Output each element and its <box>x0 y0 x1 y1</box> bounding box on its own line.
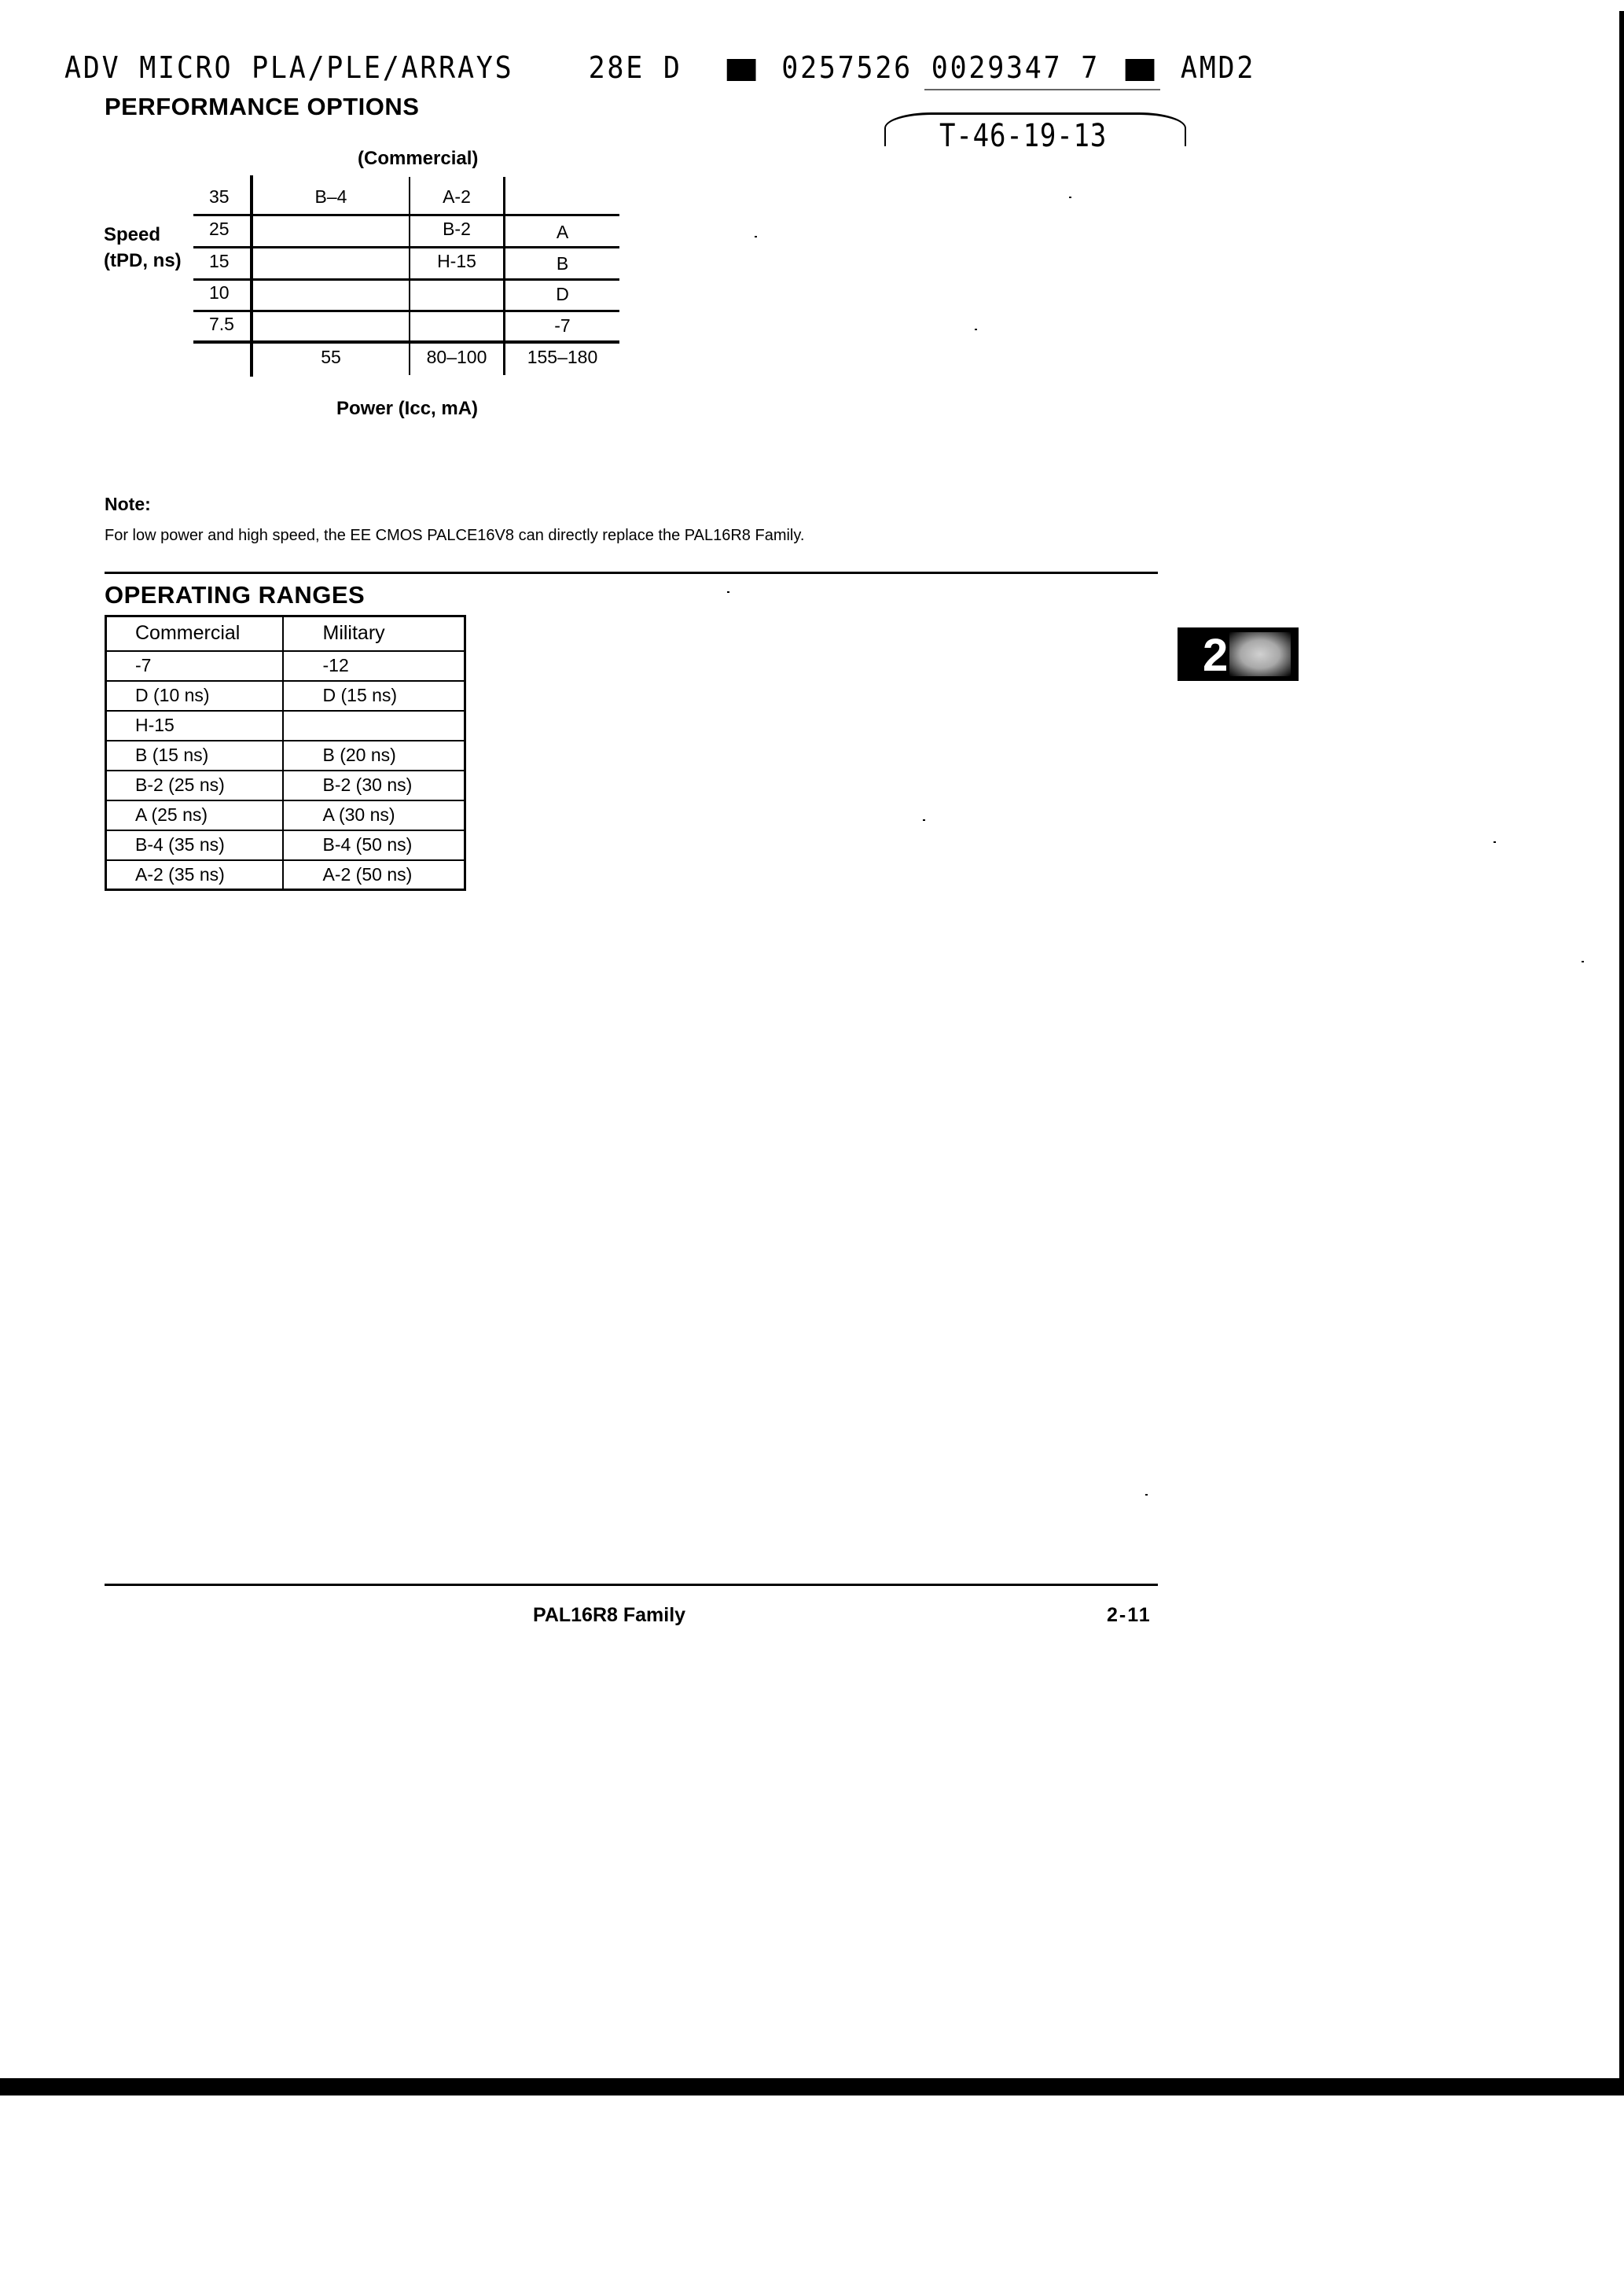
note-label: Note: <box>105 494 151 514</box>
section-tab <box>1178 627 1299 681</box>
grid-row-line <box>193 278 619 281</box>
table-cell: B (15 ns) <box>106 741 283 771</box>
operating-ranges-table <box>105 615 466 891</box>
page-number: 2-11 <box>1107 1604 1152 1626</box>
grid-cell: B-2 <box>443 219 471 239</box>
table-cell <box>283 711 465 741</box>
speed-axis-label-line2: (tPD, ns) <box>104 250 182 271</box>
scan-speck <box>755 236 757 237</box>
grid-divider <box>503 177 505 375</box>
table-cell: B-4 (35 ns) <box>106 830 283 860</box>
grid-cell: B <box>556 253 569 274</box>
operating-ranges-title: OPERATING RANGES <box>105 581 366 609</box>
table-row <box>106 651 465 681</box>
scan-bottom-band <box>0 2078 1624 2095</box>
footer-title: PAL16R8 Family <box>533 1604 686 1626</box>
column-header-commercial: Commercial <box>106 616 283 651</box>
table-cell: -12 <box>283 651 465 681</box>
commercial-subtitle: (Commercial) <box>358 148 479 169</box>
table-cell: -7 <box>106 651 283 681</box>
black-marker-icon <box>726 59 755 81</box>
scan-header-numbers: 0257526 0029347 7 <box>781 50 1100 85</box>
performance-grid <box>193 175 623 377</box>
table-cell: B (20 ns) <box>283 741 465 771</box>
scan-speck <box>1494 841 1496 843</box>
table-row <box>106 800 465 830</box>
table-cell: D (10 ns) <box>106 681 283 711</box>
scan-header <box>64 50 1255 85</box>
scan-right-edge <box>1619 11 1624 2084</box>
grid-cell: B–4 <box>314 186 347 207</box>
table-cell: A-2 (35 ns) <box>106 860 283 890</box>
header-underline <box>924 89 1160 90</box>
speed-tick: 35 <box>209 186 230 207</box>
grid-cell: D <box>556 284 569 304</box>
speed-tick: 15 <box>209 251 230 271</box>
column-header-military: Military <box>283 616 465 651</box>
section-divider <box>105 572 1158 574</box>
grid-cell: -7 <box>554 315 571 336</box>
footer-rule <box>105 1584 1158 1586</box>
grid-cell: H-15 <box>437 251 476 271</box>
scan-header-left: ADV MICRO PLA/PLE/ARRAYS <box>64 50 514 85</box>
grid-row-line <box>193 340 619 344</box>
speed-tick: 7.5 <box>209 314 234 334</box>
table-row <box>106 830 465 860</box>
black-marker-icon <box>1126 59 1155 81</box>
table-row <box>106 711 465 741</box>
table-row <box>106 681 465 711</box>
table-cell: D (15 ns) <box>283 681 465 711</box>
table-cell: A (30 ns) <box>283 800 465 830</box>
scan-speck <box>727 591 729 593</box>
table-cell: H-15 <box>106 711 283 741</box>
power-tick: 55 <box>321 347 341 367</box>
scan-noise <box>1229 632 1291 676</box>
table-cell: A (25 ns) <box>106 800 283 830</box>
speed-axis-label <box>104 222 182 274</box>
scan-speck <box>923 819 925 821</box>
section-tab-number: 2 <box>1203 630 1229 681</box>
scan-speck <box>975 329 977 330</box>
table-cell: B-4 (50 ns) <box>283 830 465 860</box>
performance-options-title: PERFORMANCE OPTIONS <box>105 93 420 120</box>
grid-row-line <box>193 246 619 248</box>
table-cell: A-2 (50 ns) <box>283 860 465 890</box>
power-axis-label: Power (Icc, mA) <box>336 398 479 419</box>
document-stamp: T-46-19-13 <box>939 118 1108 154</box>
table-row <box>106 860 465 890</box>
grid-row-line <box>193 214 619 216</box>
grid-cell: A <box>556 222 569 242</box>
table-header-row <box>106 616 465 651</box>
grid-cell: A-2 <box>443 186 471 207</box>
table-row <box>106 741 465 771</box>
scan-header-right: AMD2 <box>1180 50 1256 85</box>
speed-tick: 10 <box>209 282 230 303</box>
power-tick: 155–180 <box>527 347 598 367</box>
scan-speck <box>1582 961 1584 962</box>
speed-axis-label-line1: Speed <box>104 224 161 245</box>
table-row <box>106 771 465 800</box>
table-cell: B-2 (25 ns) <box>106 771 283 800</box>
scan-speck <box>1069 197 1071 198</box>
table-cell: B-2 (30 ns) <box>283 771 465 800</box>
note-text: For low power and high speed, the EE CMOS PALCE16V8 can directly replace the PAL16R8 Family. <box>105 527 805 544</box>
scan-speck <box>1145 1494 1148 1496</box>
power-tick: 80–100 <box>426 347 487 367</box>
speed-tick: 25 <box>209 219 230 239</box>
scan-header-code: 28E D <box>588 50 682 85</box>
grid-row-line <box>193 310 619 312</box>
